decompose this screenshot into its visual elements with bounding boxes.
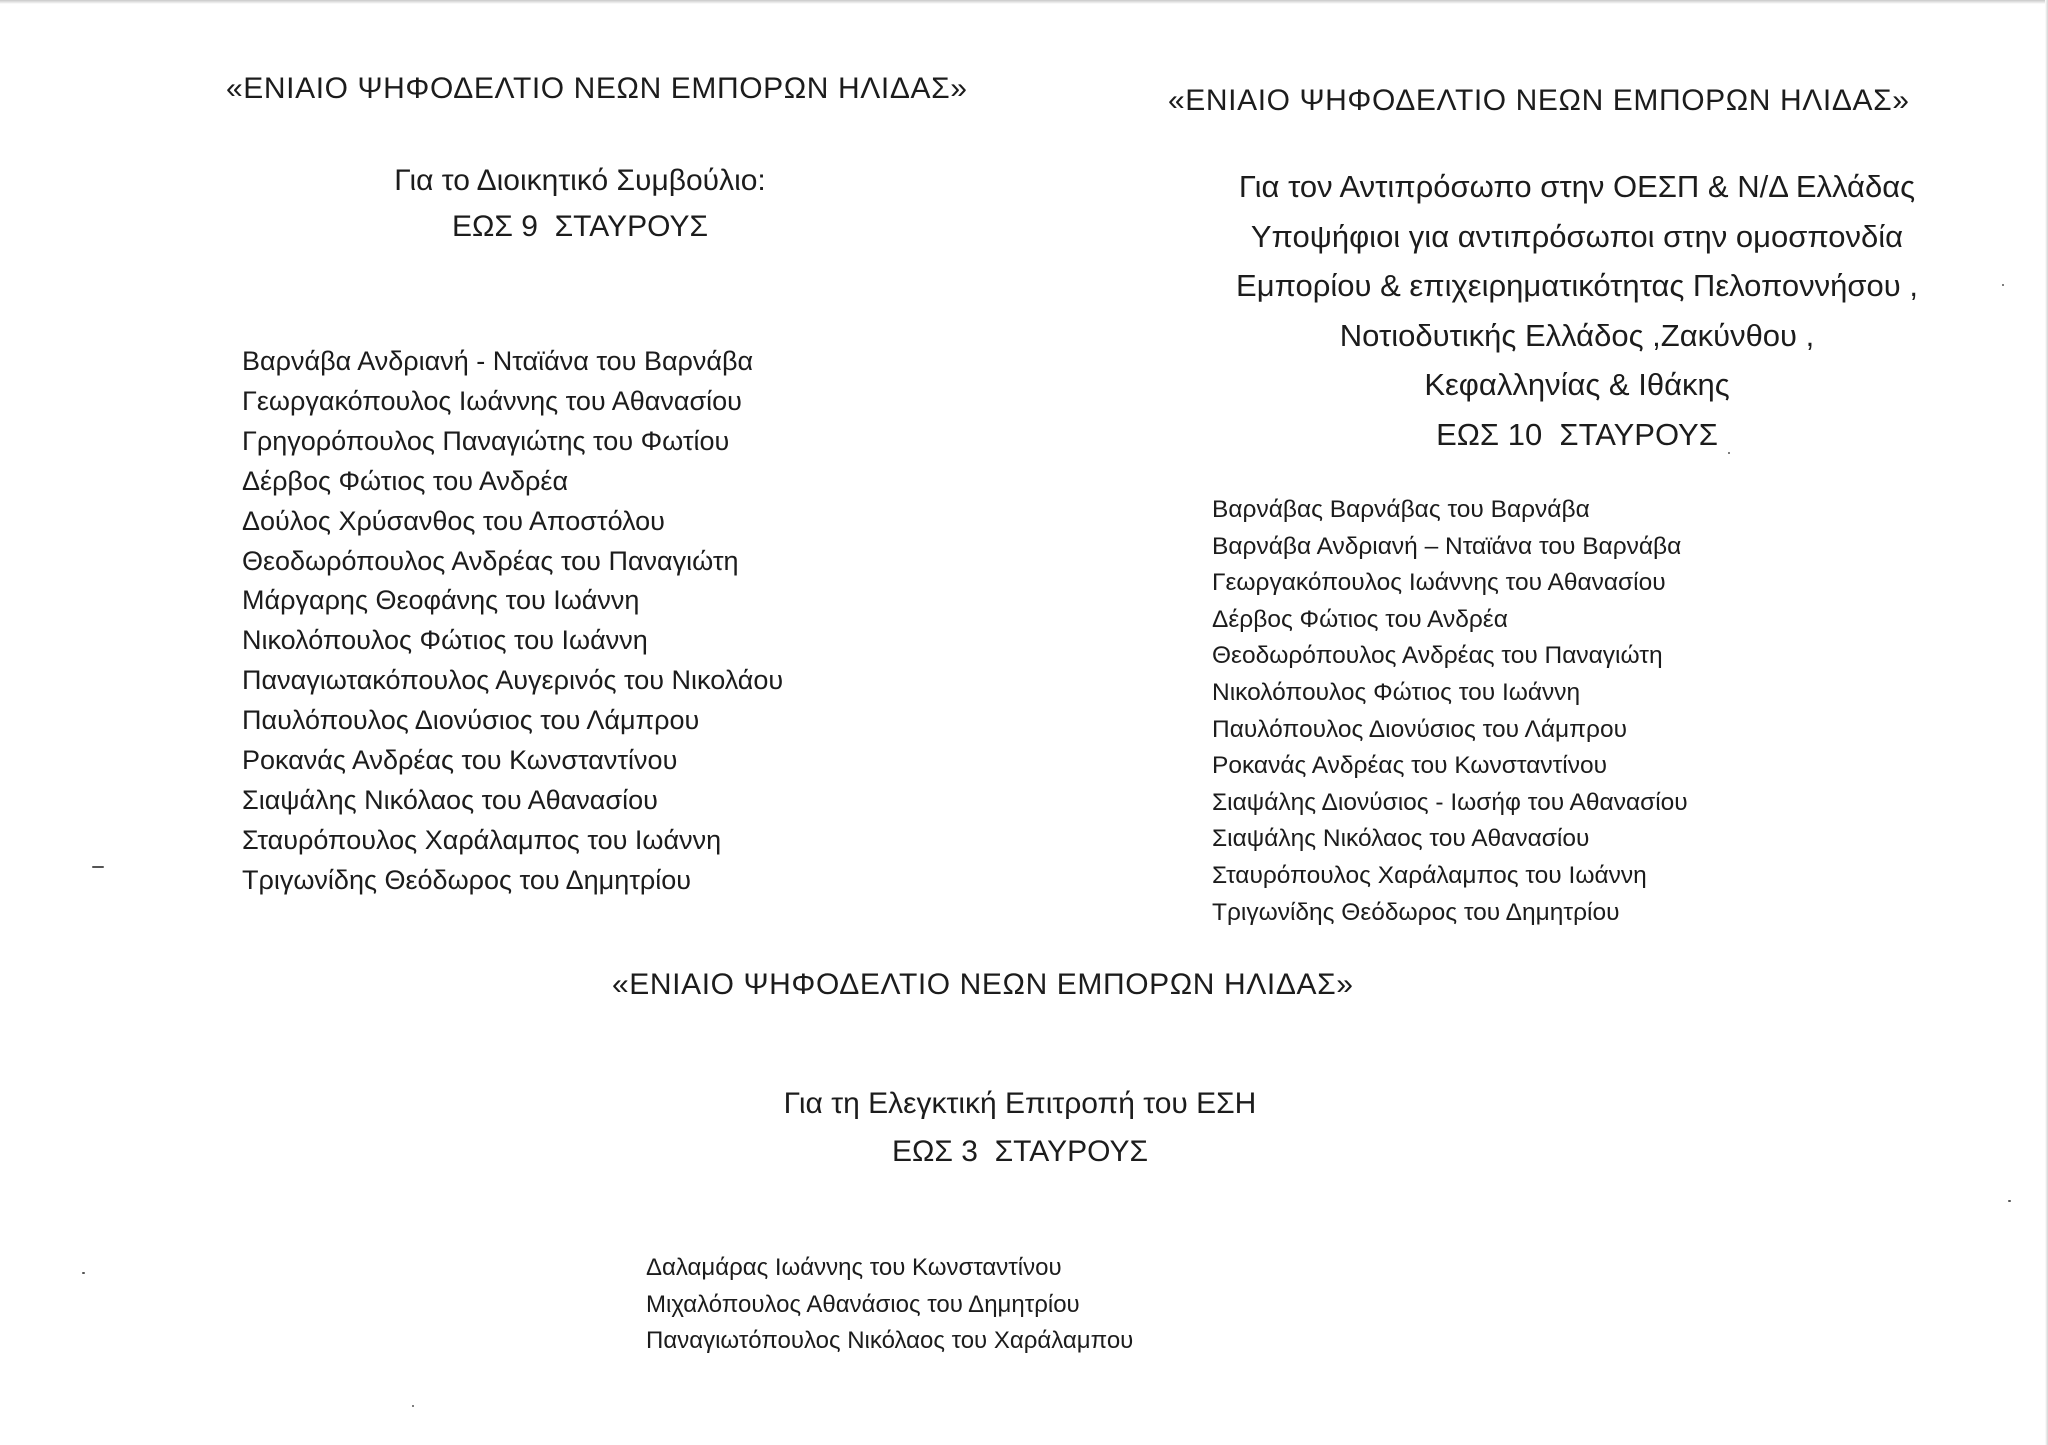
candidate-name: Δούλος Χρύσανθος του Αποστόλου — [242, 505, 665, 536]
representative-ballot-title-line: Εμπορίου & επιχειρηματικότητας Πελοποννήσου , — [1236, 268, 1918, 303]
candidate-name: Θεοδωρόπουλος Ανδρέας του Παναγιώτη — [1212, 642, 1663, 670]
audit-ballot-heading: «ΕΝΙΑΙΟ ΨΗΦΟΔΕΛΤΙΟ ΝΕΩΝ ΕΜΠΟΡΩΝ ΗΛΙΔΑΣ» — [612, 968, 1354, 1001]
audit-ballot-title: Για τη Ελεγκτική Επιτροπή του ΕΣΗ — [783, 1087, 1257, 1120]
candidate-name: Δέρβος Φώτιος του Ανδρέα — [1212, 605, 1508, 633]
representative-ballot-title-line: Για τον Αντιπρόσωπο στην ΟΕΣΠ & Ν/Δ Ελλάδας — [1238, 169, 1916, 204]
candidate-name: Σιαψάλης Διονύσιος - Ιωσήφ του Αθανασίου — [1212, 788, 1688, 816]
representative-ballot-title-line: Κεφαλληνίας & Ιθάκης — [1424, 367, 1730, 402]
candidate-name: Σταυρόπουλος Χαράλαμπος του Ιωάννη — [1212, 861, 1647, 889]
candidate-name: Βαρνάβα Ανδριανή - Νταϊάνα του Βαρνάβα — [242, 346, 754, 376]
candidate-name: Βαρνάβας Βαρνάβας του Βαρνάβα — [1212, 496, 1590, 523]
audit-ballot-vote-limit: ΕΩΣ 3 ΣΤΑΥΡΟΥΣ — [891, 1135, 1149, 1168]
candidate-name: Δέρβος Φώτιος του Ανδρέα — [242, 465, 569, 496]
candidate-name: Βαρνάβα Ανδριανή – Νταϊάνα του Βαρνάβα — [1212, 532, 1682, 560]
scan-speck — [412, 1405, 414, 1407]
candidate-name: Τριγωνίδης Θεόδωρος του Δημητρίου — [242, 864, 692, 895]
candidate-name: Γεωργακόπουλος Ιωάννης του Αθανασίου — [1212, 569, 1666, 597]
candidate-name: Μάργαρης Θεοφάνης του Ιωάννη — [242, 585, 640, 616]
candidate-name: Παναγιωτακόπουλος Αυγερινός του Νικολάου — [242, 665, 784, 696]
scan-speck — [2002, 284, 2004, 286]
candidate-name: Σιαψάλης Νικόλαος του Αθανασίου — [1212, 825, 1590, 853]
scan-edge-top — [0, 0, 2048, 4]
candidate-name: Σταυρόπουλος Χαράλαμπος του Ιωάννη — [242, 824, 722, 855]
candidate-name: Γεωργακόπουλος Ιωάννης του Αθανασίου — [242, 385, 742, 416]
board-ballot-title: Για το Διοικητικό Συμβούλιο: — [394, 164, 766, 197]
candidate-name: Παυλόπουλος Διονύσιος του Λάμπρου — [242, 705, 700, 736]
candidate-name: Ροκανάς Ανδρέας του Κωνσταντίνου — [1212, 752, 1608, 780]
scan-speck — [92, 866, 104, 868]
audit-ballot-subheading — [720, 1080, 1320, 1176]
representative-candidate-list — [1212, 492, 1688, 931]
candidate-name: Δαλαμάρας Ιωάννης του Κωνσταντίνου — [646, 1254, 1062, 1281]
scan-speck — [82, 1272, 85, 1274]
candidate-name: Ροκανάς Ανδρέας του Κωνσταντίνου — [242, 745, 678, 776]
representative-ballot-vote-limit: ΕΩΣ 10 ΣΤΑΥΡΟΥΣ — [1436, 416, 1718, 452]
representative-ballot-subheading — [1172, 162, 1982, 459]
representative-ballot-heading: «ΕΝΙΑΙΟ ΨΗΦΟΔΕΛΤΙΟ ΝΕΩΝ ΕΜΠΟΡΩΝ ΗΛΙΔΑΣ» — [1168, 84, 1910, 117]
candidate-name: Μιχαλόπουλος Αθανάσιος του Δημητρίου — [646, 1290, 1080, 1318]
candidate-name: Σιαψάλης Νικόλαος του Αθανασίου — [242, 784, 658, 815]
candidate-name: Παυλόπουλος Διονύσιος του Λάμπρου — [1212, 715, 1627, 743]
board-candidate-list — [242, 342, 783, 901]
representative-ballot-title-line: Υποψήφιοι για αντιπρόσωποι στην ομοσπονδία — [1250, 218, 1904, 254]
board-ballot-vote-limit: ΕΩΣ 9 ΣΤΑΥΡΟΥΣ — [451, 210, 709, 243]
candidate-name: Γρηγορόπουλος Παναγιώτης του Φωτίου — [242, 425, 730, 456]
candidate-name: Τριγωνίδης Θεόδωρος του Δημητρίου — [1212, 898, 1620, 926]
board-ballot-heading: «ΕΝΙΑΙΟ ΨΗΦΟΔΕΛΤΙΟ ΝΕΩΝ ΕΜΠΟΡΩΝ ΗΛΙΔΑΣ» — [226, 72, 968, 105]
board-ballot-subheading — [300, 158, 860, 250]
candidate-name: Νικολόπουλος Φώτιος του Ιωάννη — [242, 625, 648, 656]
audit-candidate-list — [646, 1250, 1133, 1360]
candidate-name: Νικολόπουλος Φώτιος του Ιωάννη — [1212, 678, 1581, 706]
representative-ballot-title-line: Νοτιοδυτικής Ελλάδος ,Ζακύνθου , — [1339, 317, 1815, 353]
scan-speck — [2008, 1200, 2011, 1202]
candidate-name: Παναγιωτόπουλος Νικόλαος του Χαράλαμπου — [646, 1327, 1134, 1354]
candidate-name: Θεοδωρόπουλος Ανδρέας του Παναγιώτη — [242, 545, 739, 576]
